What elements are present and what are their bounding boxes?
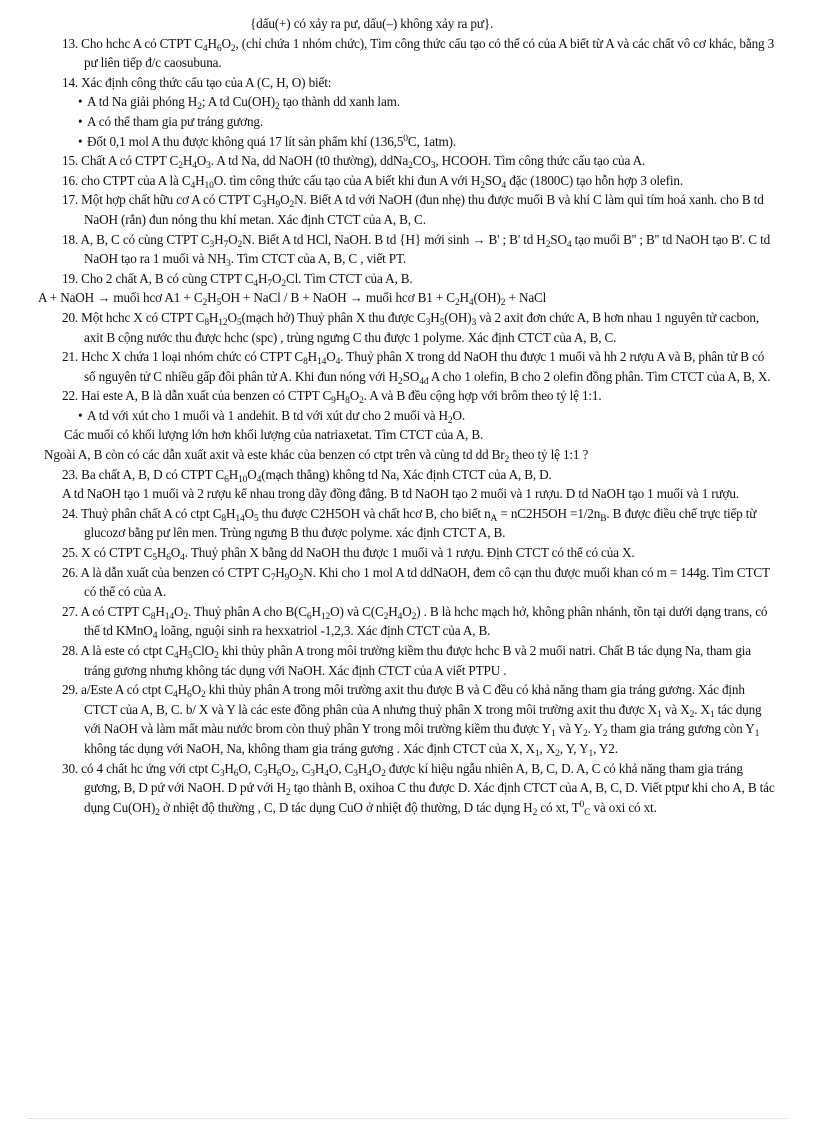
question-13: 13. Cho hchc A có CTPT $C_4H_6O_2$, (chỉ chứa 1 nhóm chức), Tìm công thức cấu tạo có thể có của A biết từ A và các chất vô cơ khác, bằng 3 pư liên tiếp đ/c caosubuna.: [62, 35, 775, 71]
header-note: {dấu(+) có xảy ra pư, dấu(–) không xảy ra pư}.: [250, 16, 494, 31]
question-15: 15. Chất A có CTPT $C_2H_4O_3$. A td Na, dd NaOH (t0 thường), $ddNa_2CO_3$, HCOOH. Tìm công thức cấu tạo của A.: [62, 153, 646, 172]
question-30: 30. có 4 chất hc ứng với ctpt $C_3H_6O$, $C_3H_6O_2$, $C_3H_4O$, $C_3H_4O_2$ được kí hiệu ngẫu nhiên A, B, C, D. A, C có khả năng tham gia tráng gương, B, D pứ với NaOH. D pứ với $H_2$ tạo thành B, oxihoa C thu được D. Xác định CTCT của A, B, C, D. Viết ptpư khi cho A, B tác dụng $Cu(OH)_2$ ở nhiệt độ thường , C, D tác dụng CuO ở nhiệt độ thường, D tác dụng $H_2$ có xt, $T^0_C$ và oxi có xt.: [62, 760, 775, 818]
continuation-line: Các muối có khối lượng lớn hơn khối lượng của natriaxetat. Tìm CTCT của A, B.: [64, 427, 484, 443]
question-28: 28. A là este có ctpt $C_4H_5ClO_2$ khi thủy phân A trong môi trường kiềm thu được hchc B và 2 muối natri. Chất B tác dụng Na, tham gia tráng gương nhưng không tác dụng với NaOH. Xác định CTCT của A viết PTPU .: [62, 643, 751, 678]
bullet-item: • A td Na giải phóng $H_2$; A td $Cu(OH)_2$ tạo thành dd xanh lam.: [78, 94, 400, 113]
bullet-item: • A có thể tham gia pư tráng gương.: [78, 113, 263, 129]
question-24: 24. Thuỷ phân chất A có ctpt $C_8H_{14}O_5$ thu được C2H5OH và chất hcơ B, cho biết $n_A = nC2H5OH =1/2n_B$. B được điều chế trực tiếp từ glucozơ bằng pư lên men. Trùng ngưng B thu được polyme. xác định CTCT A, B.: [62, 505, 757, 541]
extra-question: Ngoài A, B còn có các dẫn xuất axit và este khác của benzen có ctpt trên và cùng td dd $Br_2$ theo tỷ lệ 1:1 ?: [44, 447, 589, 466]
question-20: 20. Một hchc X có CTPT $C_8H_{12}O_5(mạch$ hở) Thuỷ phân X thu được $C_3H_5(OH)_3$ và 2 axit đơn chức A, B hơn nhau 1 nguyên tử cacbon, axit B cộng nước thu được hchc (spc) , trùng ngưng C thu được 1 polyme. Xác định CTCT của A, B, C.: [62, 309, 759, 345]
question-23: 23. Ba chất A, B, D có CTPT $C_6H_{10}O_4(mạch$ thẳng) không td Na, Xác định CTCT của A, B, D.: [62, 466, 552, 485]
question-16: 16. cho CTPT của A là $C_4H_{10}O$. tìm công thức cấu tạo của A biết khi đun A với $H_2SO_4$ đặc (1800C) tạo hỗn hợp 3 olefin.: [62, 172, 683, 191]
question-25: 25. X có CTPT $C_5H_6O_4$. Thuỷ phân X bằng dd NaOH thu được 1 muối và 1 rượu. Định CTCT có thể có của X.: [62, 545, 635, 564]
bullet-item: • Đốt 0,1 mol A thu được không quá 17 lít sản phẩm khí (136,5$^0$C, 1atm).: [78, 133, 456, 149]
reaction-equation: A + NaOH → muối hcơ $A1 + C_2H_5OH$ + NaCl / B + NaOH → muối hcơ $B1 + C_2H_4(OH)_2$ + NaCl: [38, 290, 547, 309]
question-29: 29. a/Este A có ctpt $C_4H_6O_2$ khi thủy phân A trong môi trường axit thu được B và C đều có khả năng tham gia tráng gương. Xác định CTCT của A, B, C. b/ X và Y là các este đồng phân của A nhưng thuỷ phân X trong môi trường axit thu được $X_1$ và $X_2$. $X_1$ tác dụng với NaOH và làm mất màu nước brom còn thuỷ phân Y trong môi trường kiềm thu được $Y_1$ và $Y_2$. $Y_2$ tham gia tráng gương còn $Y_1$ không tác dụng với NaOH, Na, không tham gia tráng gương . Xác định CTCT của X, $X_1$, $X_2$, Y, $Y_1$, Y2.: [62, 682, 762, 759]
question-22: 22. Hai este A, B là dẫn xuất của benzen có CTPT $C_9H_8O_2$. A và B đều cộng hợp với brôm theo tỷ lệ 1:1.: [62, 388, 602, 407]
document-body: [24, 14, 778, 817]
question-27: 27. A có CTPT $C_8H_{14}O_2$. Thuỷ phân A cho $B(C_6H_{12}O)$ và $C(C_2H_4O_2)$ . B là hchc mạch hở, không phân nhánh, tồn tại dưới dạng trans, có thể td KMnO$_4$ loãng, nguội sinh ra hexxatriol -1,2,3. Xác định CTCT của A, B.: [62, 603, 768, 642]
question-26: 26. A là dẫn xuất của benzen có CTPT $C_7H_9O_2N$. Khi cho 1 mol A td ddNaOH, đem cô cạn thu được muối khan có m = 144g. Tìm CTCT có thể có của A.: [62, 564, 770, 600]
bullet-item: • A td với xút cho 1 muối và 1 andehit. B td với xút dư cho 2 muối và $H_2O$.: [78, 407, 466, 426]
question-17: 17. Một hợp chất hữu cơ A có CTPT $C_3H_9O_2N$. Biết A td với NaOH (đun nhẹ) thu được muối B và khí C làm quì tím hoá xanh. cho B td NaOH (rắn) đun nóng thu khí metan. Xác định CTCT của A, B, C.: [62, 192, 764, 227]
question-19: 19. Cho 2 chất A, B có cùng CTPT $C_4H_7O_2Cl$. Tìm CTCT của A, B.: [62, 270, 413, 289]
question-14: 14. Xác định công thức cấu tạo của A (C, H, O) biết:: [62, 74, 332, 90]
question-21: 21. Hchc X chứa 1 loại nhóm chức có CTPT $C_8H_{14}O_4$. Thuỷ phân X trong dd NaOH thu được 1 muối và hh 2 rượu A và B, phân tử B có số nguyên tử C nhiều gấp đôi phân tử A. Khi đun nóng với $H_2SO_{4đ}$ A cho 1 olefin, B cho 2 olefin đồng phân. Tìm CTCT của A, B, X.: [62, 349, 771, 387]
page-bottom-divider: [28, 1118, 788, 1119]
question-23-details: A td NaOH tạo 1 muối và 2 rượu kế nhau trong dãy đồng đẳng. B td NaOH tạo 2 muối và 1 rượu. D td NaOH tạo 1 muối và 1 rượu.: [62, 486, 739, 502]
question-18: 18. A, B, C có cùng CTPT $C_3H_7O_2N$. Biết A td HCl, NaOH. B td {H} mới sinh → B' ; B' td $H_2SO_4$ tạo muối B'' ; B'' td NaOH tạo B'. C td NaOH tạo ra 1 muối và $NH_3$. Tìm CTCT của A, B, C , viết PT.: [62, 231, 771, 270]
